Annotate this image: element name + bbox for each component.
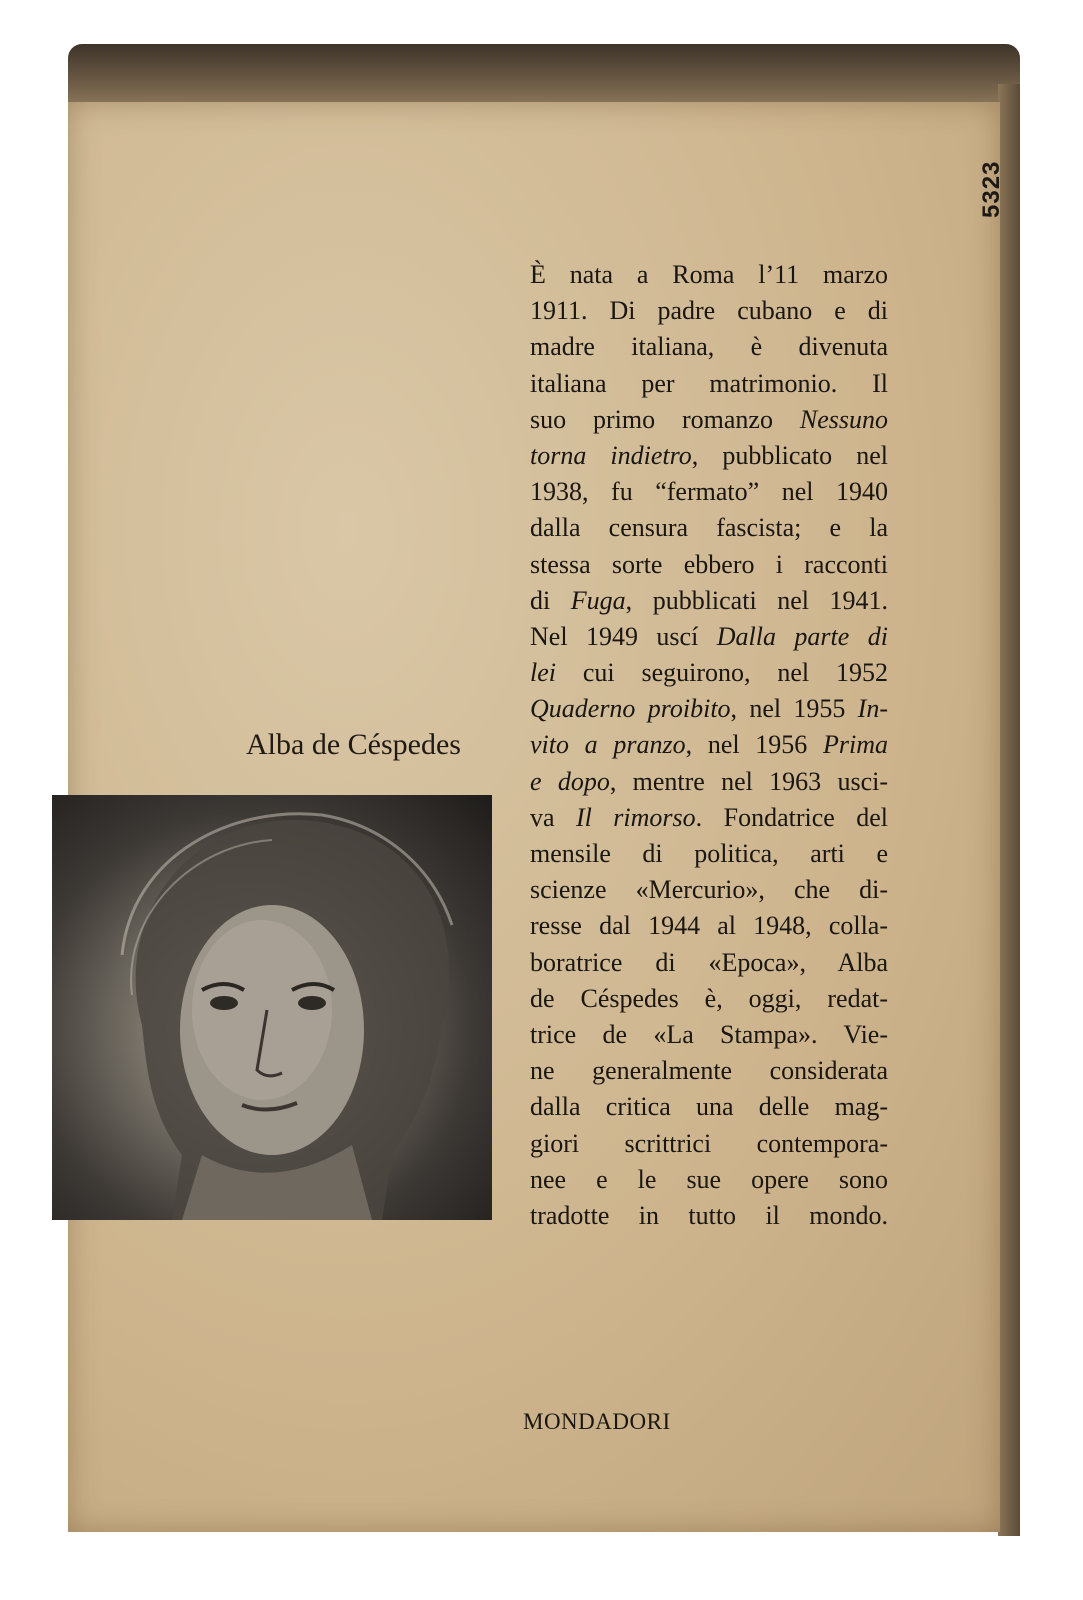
book-title-italic: In- (857, 694, 888, 724)
biography-text: italiana per matrimonio. Il (530, 368, 888, 398)
biography-text: , nel 1955 (730, 694, 858, 724)
biography-text: scienze «Mercurio», che di- (530, 875, 888, 905)
biography-line (530, 981, 888, 1017)
biography-text: resse dal 1944 al 1948, colla- (530, 911, 888, 941)
biography-text: mensile di politica, arti e (530, 839, 888, 868)
biography-text: 1911. Di padre cubano e di (530, 296, 888, 326)
biography-line (530, 764, 888, 800)
biography-text: va (530, 802, 576, 832)
book-title-italic: Prima (823, 730, 888, 760)
biography-line (530, 691, 888, 727)
biography-line (530, 1017, 888, 1053)
biography-line (530, 438, 888, 474)
book-title-italic: Dalla parte di (716, 621, 888, 651)
author-biography (530, 257, 888, 1234)
biography-line (530, 1198, 888, 1234)
biography-line (530, 547, 888, 583)
biography-line (530, 1053, 888, 1089)
biography-text: , pubblicato nel (691, 440, 888, 470)
biography-line (530, 583, 888, 619)
book-title-italic: Quaderno proibito (530, 694, 731, 724)
biography-line (530, 329, 888, 365)
book-top-edge (68, 44, 1020, 106)
biography-text: cui seguirono, nel 1952 (556, 658, 888, 688)
biography-line (530, 402, 888, 438)
biography-line (530, 908, 888, 944)
book-spine-edge (998, 84, 1020, 1536)
biography-line (530, 872, 888, 908)
catalog-number: 5323 (978, 160, 1005, 218)
biography-text: tradotte in tutto il mondo. (530, 1200, 888, 1230)
author-name: Alba de Céspedes (246, 728, 461, 761)
author-portrait (52, 795, 492, 1220)
biography-line (530, 293, 888, 329)
biography-text: È nata a Roma l’11 marzo (530, 260, 888, 289)
biography-line (530, 1126, 888, 1162)
biography-text: , nel 1956 (685, 730, 823, 760)
biography-line (530, 510, 888, 546)
biography-line (530, 1089, 888, 1125)
biography-text: , pubblicati nel 1941. (625, 585, 888, 615)
book-title-italic: e dopo (530, 766, 610, 796)
biography-text: di (530, 585, 571, 615)
biography-text: , mentre nel 1963 usci- (609, 766, 888, 796)
biography-line (530, 619, 888, 655)
book-title-italic: vito a pranzo (530, 730, 686, 760)
biography-line (530, 655, 888, 691)
biography-line (530, 474, 888, 510)
biography-line (530, 800, 888, 836)
biography-text: giori scrittrici contempora- (530, 1128, 888, 1158)
biography-text: boratrice di «Epoca», Alba (530, 947, 888, 977)
book-title-italic: Fuga (570, 585, 626, 615)
biography-line (530, 836, 888, 872)
publisher-name: MONDADORI (523, 1409, 671, 1434)
biography-line (530, 366, 888, 402)
biography-text: stessa sorte ebbero i racconti (530, 549, 888, 579)
biography-text: ne generalmente considerata (530, 1056, 888, 1086)
biography-text: suo primo romanzo (530, 404, 800, 434)
biography-text: . Fondatrice del (695, 802, 888, 832)
book-title-italic: torna indietro (530, 440, 692, 470)
biography-text: de Céspedes è, oggi, redat- (530, 983, 888, 1013)
biography-text: 1938, fu “fermato” nel 1940 (530, 477, 888, 507)
book-title-italic: lei (530, 658, 556, 688)
biography-line (530, 727, 888, 763)
biography-text: madre italiana, è divenuta (530, 332, 888, 362)
biography-text: dalla critica una delle mag- (530, 1092, 888, 1122)
biography-text: nee e le sue opere sono (530, 1164, 888, 1194)
book-title-italic: Nessuno (799, 404, 888, 434)
biography-line (530, 257, 888, 293)
biography-line (530, 945, 888, 981)
book-title-italic: Il rimorso (575, 802, 696, 832)
portrait-drawing (52, 795, 492, 1220)
biography-text: dalla censura fascista; e la (530, 513, 888, 543)
biography-text: trice de «La Stampa». Vie- (530, 1019, 888, 1049)
biography-text: Nel 1949 uscí (530, 621, 717, 651)
biography-line (530, 1162, 888, 1198)
